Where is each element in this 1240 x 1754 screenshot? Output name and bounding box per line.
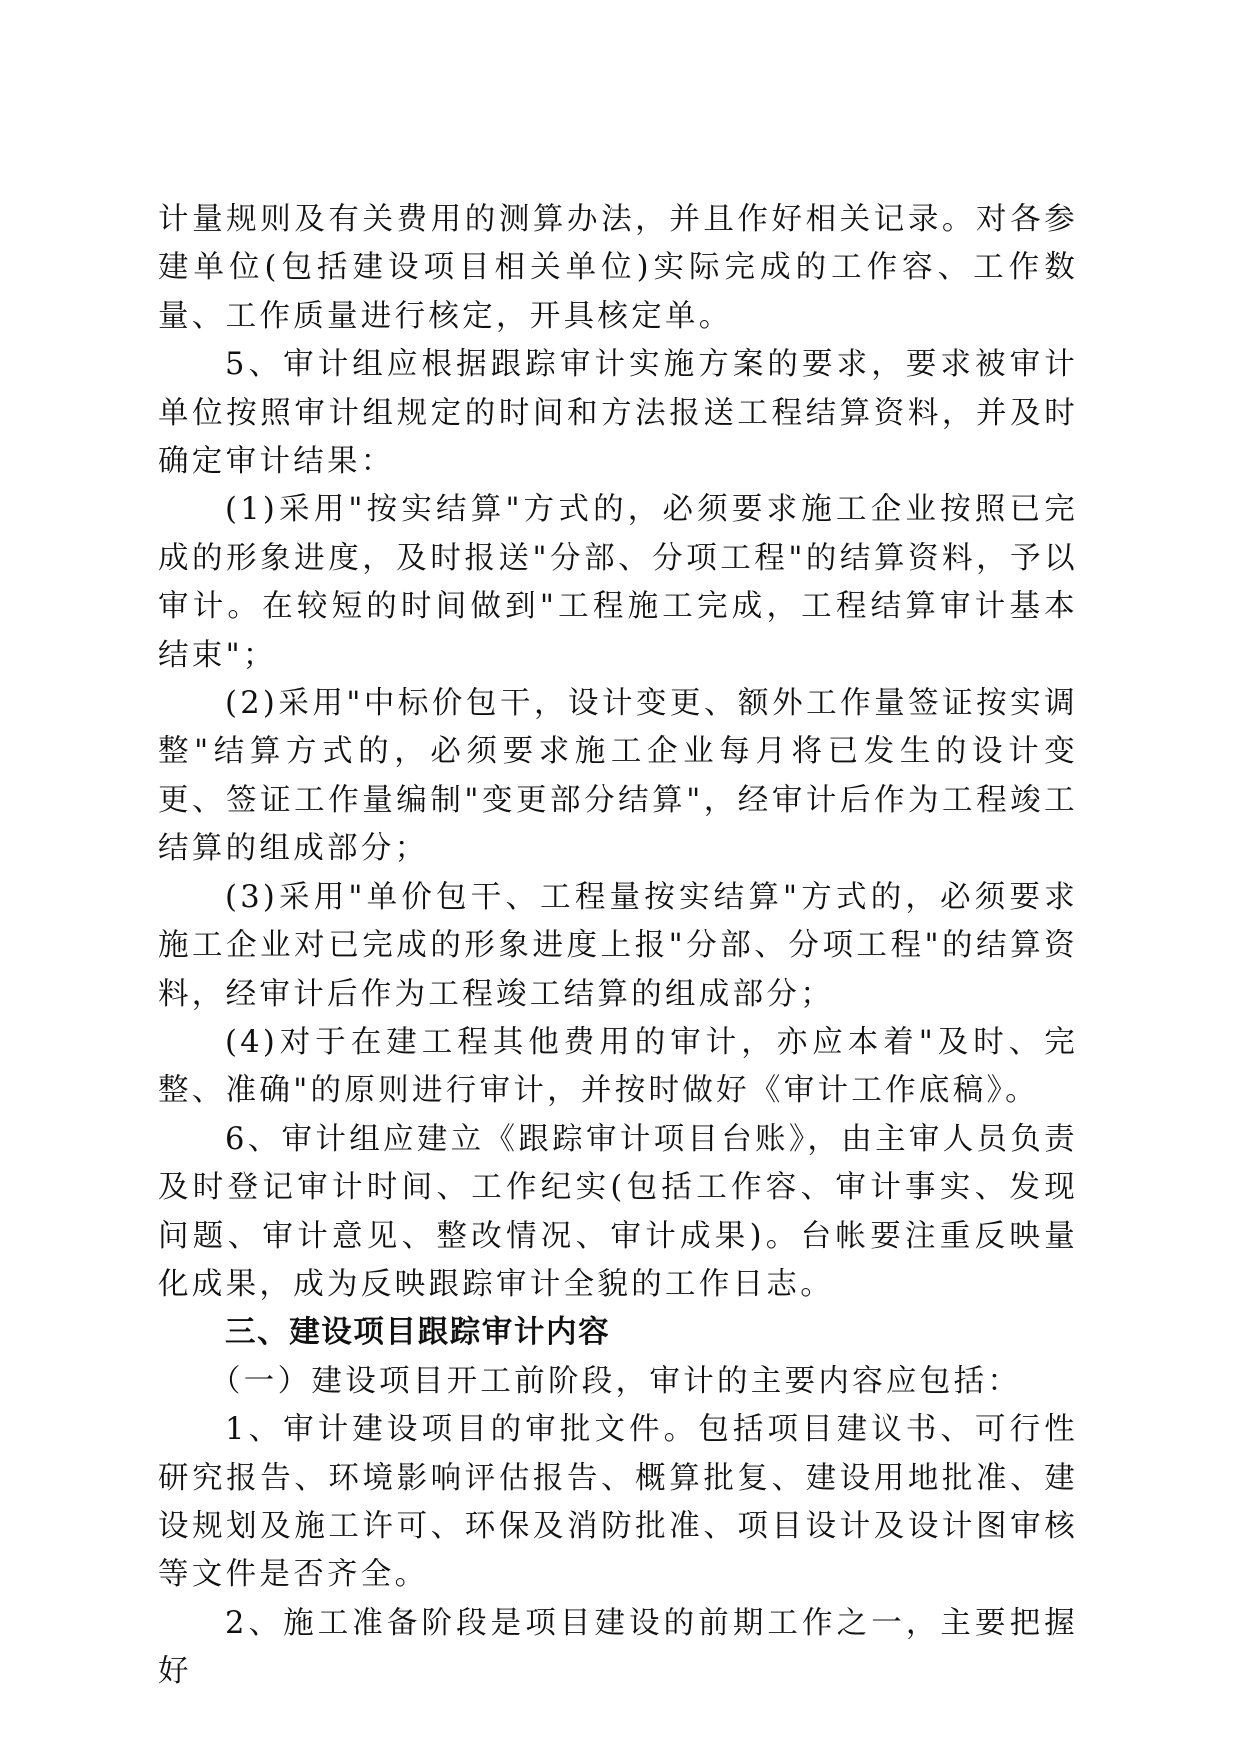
paragraph-review-item-2: 2、施工准备阶段是项目建设的前期工作之一，主要把握好 xyxy=(158,1605,1078,1690)
paragraph-subitem-4: (4)对于在建工程其他费用的审计，亦应本着"及时、完整、准确"的原则进行审计，并按时做好《审计工作底稿》。 xyxy=(158,1024,1078,1109)
paragraph-measurement-rules: 计量规则及有关费用的测算办法，并且作好相关记录。对各参建单位(包括建设项目相关单位)实际完成的工作容、工作数量、工作质量进行核定，开具核定单。 xyxy=(158,202,1078,334)
paragraph-subitem-2: (2)采用"中标价包干，设计变更、额外工作量签证按实调整"结算方式的，必须要求施工企业每月将已发生的设计变更、签证工作量编制"变更部分结算"，经审计后作为工程竣工结算的组成部分； xyxy=(158,686,1078,867)
paragraph-review-item-1: 1、审计建设项目的审批文件。包括项目建议书、可行性研究报告、环境影响评估报告、概算批复、建设用地批准、建设规划及施工许可、环保及消防批准、项目设计及设计图审核等文件是否齐全。 xyxy=(158,1412,1078,1593)
paragraph-item-6: 6、审计组应建立《跟踪审计项目台账》，由主审人员负责及时登记审计时间、工作纪实(包括工作容、审计事实、发现问题、审计意见、整改情况、审计成果)。台帐要注重反映量化成果，成为反映跟踪审计全貌的工作日志。 xyxy=(158,1121,1078,1302)
paragraph-item-5: 5、审计组应根据跟踪审计实施方案的要求，要求被审计单位按照审计组规定的时间和方法报送工程结算资料，并及时确定审计结果： xyxy=(158,347,1078,480)
document-body xyxy=(158,196,1078,1697)
section-heading-3: 三、建设项目跟踪审计内容 xyxy=(225,1315,611,1351)
paragraph-subitem-1: (1)采用"按实结算"方式的，必须要求施工企业按照已完成的形象进度，及时报送"分部、分项工程"的结算资料，予以审计。在较短的时间做到"工程施工完成，工程结算审计基本结束"； xyxy=(158,492,1078,673)
subsection-heading-1: （一）建设项目开工前阶段，审计的主要内容应包括： xyxy=(210,1363,1022,1399)
paragraph-subitem-3: (3)采用"单价包干、工程量按实结算"方式的，必须要求施工企业对已完成的形象进度上报"分部、分项工程"的结算资料，经审计后作为工程竣工结算的组成部分； xyxy=(158,879,1078,1012)
